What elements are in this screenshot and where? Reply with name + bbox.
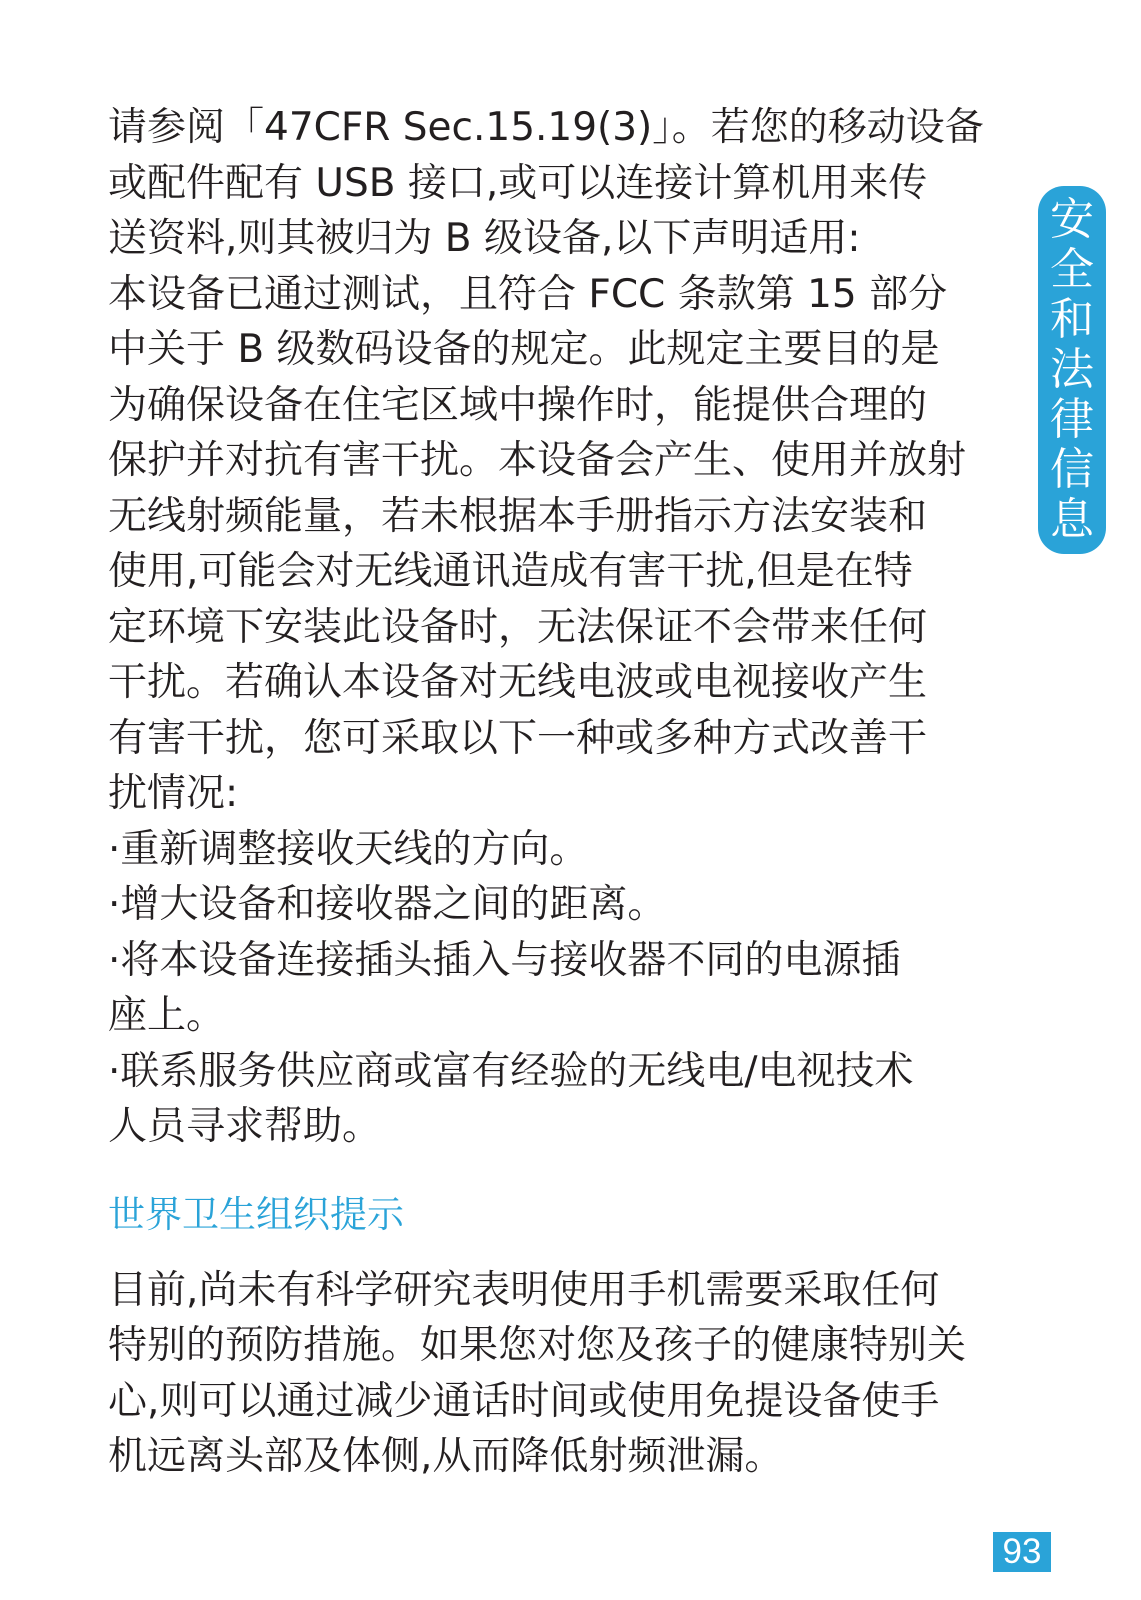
text-line: 本设备已通过测试，且符合 FCC 条款第 15 部分 — [108, 271, 948, 317]
page-number: 93 — [993, 1532, 1051, 1572]
text-line: 保护并对抗有害干扰。本设备会产生、使用并放射 — [108, 438, 967, 483]
text-line: 送资料,则其被归为 B 级设备,以下声明适用: — [108, 216, 861, 261]
bullet-item-contact-dealer — [108, 1044, 1008, 1155]
bullet-item-increase-distance — [108, 877, 1008, 933]
side-tab-char: 息 — [1050, 494, 1094, 545]
who-section — [108, 1191, 1008, 1485]
side-tab-char: 律 — [1050, 394, 1094, 445]
remedy-bullet-list — [108, 822, 1008, 1155]
section-heading: 世界卫生组织提示 — [108, 1192, 404, 1236]
bullet-text: 人员寻求帮助。 — [108, 1104, 382, 1149]
text-line: 有害干扰，您可采取以下一种或多种方式改善干 — [108, 715, 928, 761]
text-line: 或配件配有 USB 接口,或可以连接计算机用来传 — [108, 160, 928, 206]
text-line: 扰情况: — [108, 771, 239, 816]
bullet-item-different-outlet — [108, 933, 1008, 1044]
text-line: 目前,尚未有科学研究表明使用手机需要采取任何 — [108, 1267, 940, 1313]
side-tab-char: 和 — [1050, 294, 1094, 345]
bullet-text: ·联系服务供应商或富有经验的无线电/电视技术 — [108, 1048, 914, 1094]
chapter-side-tab — [1038, 186, 1106, 554]
bullet-text: ·将本设备连接插头插入与接收器不同的电源插 — [108, 937, 901, 983]
text-line: 无线射频能量，若未根据本手册指示方法安装和 — [108, 493, 928, 539]
text-line: 定环境下安装此设备时，无法保证不会带来任何 — [108, 604, 928, 650]
bullet-item-reorient-antenna — [108, 822, 1008, 878]
page-content — [108, 100, 1008, 1485]
text-line: 干扰。若确认本设备对无线电波或电视接收产生 — [108, 660, 928, 705]
text-line: 中关于 B 级数码设备的规定。此规定主要目的是 — [108, 327, 940, 372]
bullet-text: ·重新调整接收天线的方向。 — [108, 826, 589, 872]
text-line: 心,则可以通过减少通话时间或使用免提设备使手 — [108, 1378, 940, 1424]
fcc-compliance-paragraph — [108, 267, 1008, 822]
side-tab-char: 全 — [1050, 244, 1094, 295]
side-tab-char: 安 — [1050, 194, 1094, 245]
side-tab-char: 信 — [1050, 444, 1094, 495]
side-tab-char: 法 — [1050, 344, 1094, 395]
fcc-reference-paragraph — [108, 100, 1008, 267]
text-line: 机远离头部及体侧,从而降低射频泄漏。 — [108, 1434, 784, 1479]
text-line: 为确保设备在住宅区域中操作时，能提供合理的 — [108, 382, 928, 428]
text-line: 特别的预防措施。如果您对您及孩子的健康特别关 — [108, 1323, 967, 1368]
bullet-text: 座上。 — [108, 993, 226, 1038]
text-line: 请参阅「47CFR Sec.15.19(3)」。若您的移动设备 — [108, 105, 984, 150]
text-line: 使用,可能会对无线通讯造成有害干扰,但是在特 — [108, 549, 913, 594]
bullet-text: ·增大设备和接收器之间的距离。 — [108, 882, 667, 927]
